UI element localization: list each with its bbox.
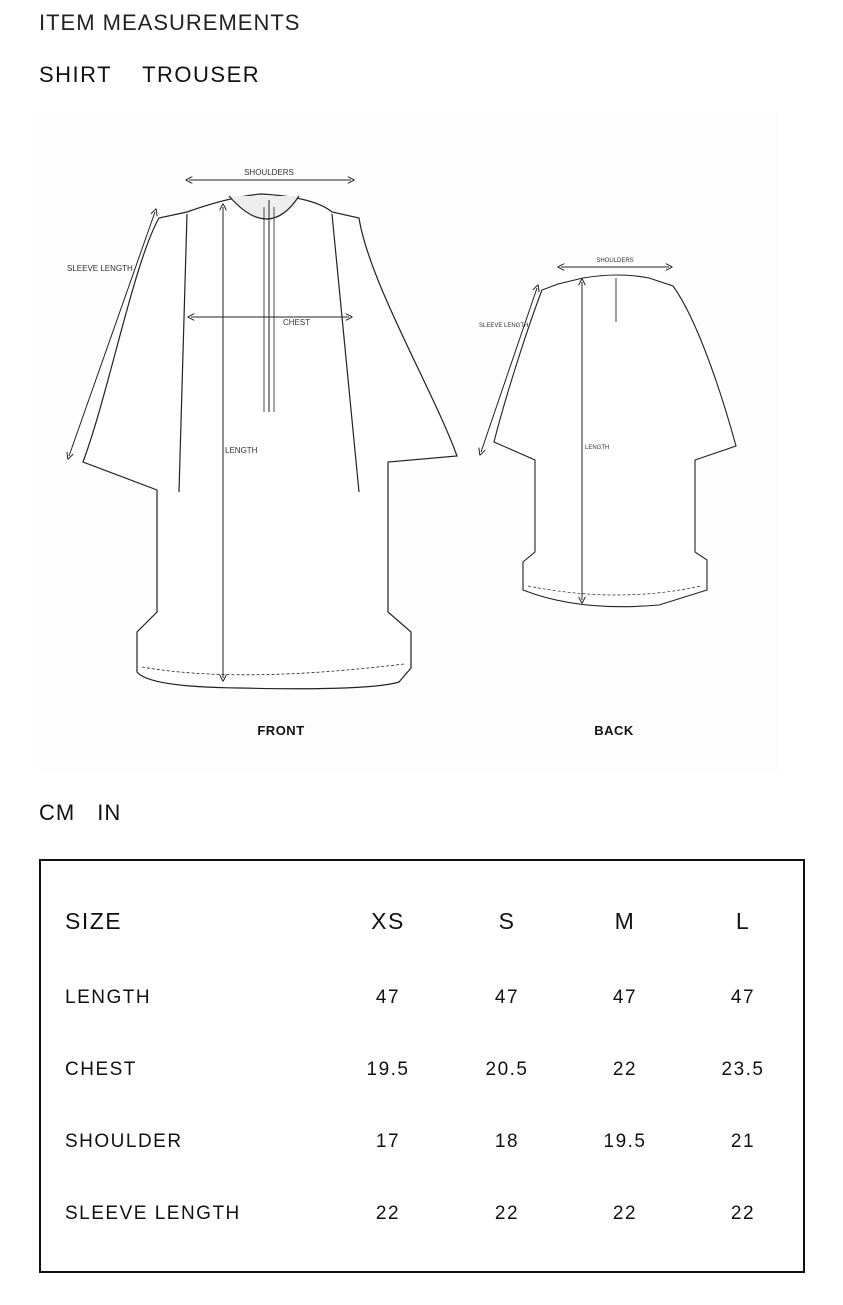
table-cell: 22: [612, 1059, 638, 1080]
front-length-label: LENGTH: [225, 446, 258, 455]
table-row: [41, 1122, 803, 1162]
table-row: [41, 1050, 803, 1090]
unit-cm[interactable]: CM: [39, 800, 76, 825]
table-cell: 17: [375, 1131, 401, 1152]
row-label: LENGTH: [65, 987, 152, 1008]
front-view-label: FRONT: [257, 723, 305, 738]
back-shoulders-label: SHOULDERS: [596, 258, 634, 264]
garment-illustration: [39, 112, 779, 772]
table-cell: 47: [494, 987, 520, 1008]
back-length-label: LENGTH: [585, 445, 610, 451]
row-label: SHOULDER: [65, 1131, 183, 1152]
table-cell: 19.5: [603, 1131, 647, 1152]
size-chart-table: [39, 859, 805, 1273]
row-label: SLEEVE LENGTH: [65, 1203, 241, 1224]
table-cell: 18: [494, 1131, 520, 1152]
table-row: [41, 978, 803, 1018]
row-label: CHEST: [65, 1059, 137, 1080]
table-cell: 22: [612, 1203, 638, 1224]
unit-tabs: [39, 800, 121, 826]
table-cell: 22: [494, 1203, 520, 1224]
back-sleeve-length-label: SLEEVE LENGTH: [479, 323, 529, 329]
table-cell: 22: [375, 1203, 401, 1224]
back-view-label: BACK: [594, 723, 634, 738]
garment-tabs: [39, 62, 260, 88]
tab-shirt[interactable]: SHIRT: [39, 62, 113, 87]
size-header-s: S: [498, 908, 516, 934]
size-header-xs: XS: [371, 908, 405, 934]
table-cell: 47: [730, 987, 756, 1008]
size-header-label: SIZE: [65, 908, 123, 934]
unit-in[interactable]: IN: [97, 800, 122, 825]
table-cell: 23.5: [721, 1059, 765, 1080]
front-sleeve-length-label: SLEEVE LENGTH: [67, 264, 133, 273]
table-cell: 22: [730, 1203, 756, 1224]
table-cell: 47: [612, 987, 638, 1008]
size-header-l: L: [735, 908, 751, 934]
table-header-row: [41, 901, 803, 941]
table-cell: 21: [730, 1131, 756, 1152]
page-title: ITEM MEASUREMENTS: [39, 10, 301, 35]
tab-trouser[interactable]: TROUSER: [142, 62, 261, 87]
front-chest-label: CHEST: [283, 318, 311, 327]
size-header-m: M: [614, 908, 636, 934]
table-row: [41, 1194, 803, 1234]
table-cell: 47: [375, 987, 401, 1008]
table-cell: 19.5: [366, 1059, 410, 1080]
table-cell: 20.5: [485, 1059, 529, 1080]
front-shoulders-label: SHOULDERS: [244, 168, 294, 177]
measurement-diagram: [39, 112, 779, 772]
